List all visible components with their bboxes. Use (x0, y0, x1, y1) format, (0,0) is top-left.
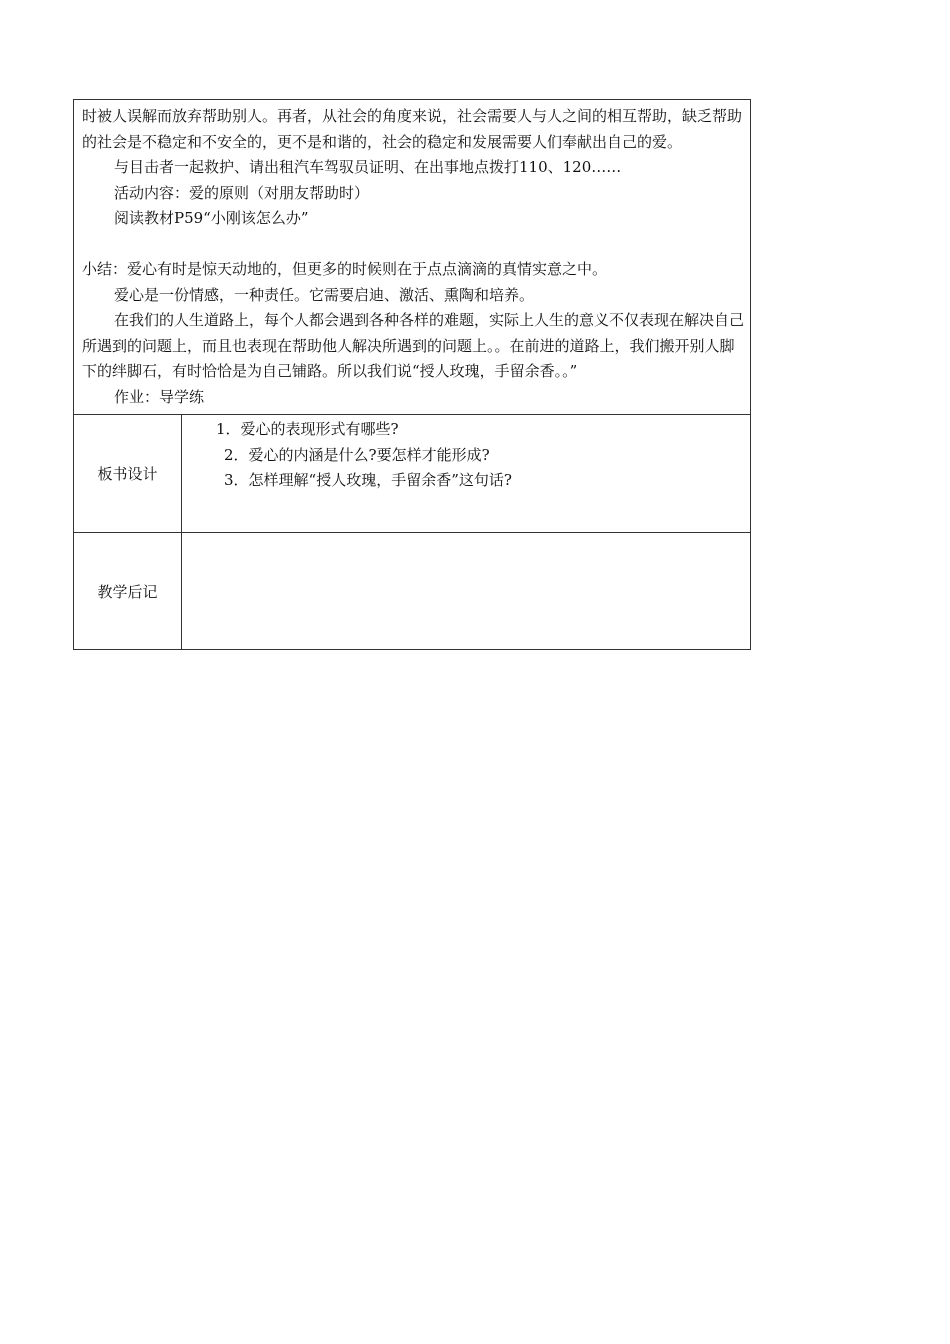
paragraph: 爱心是一份情感，一种责任。它需要启迪、激活、熏陶和培养。 (114, 285, 535, 304)
paragraph: 时被人误解而放弃帮助别人。再者，从社会的角度来说，社会需要人与人之间的相互帮助，缺乏帮助的社会是不稳定和不安全的，更不是和谐的，社会的稳定和发展需要人们奉献出自己的爱。 (82, 107, 743, 151)
paragraph: 与目击者一起救护、请出租汽车驾驭员证明、在出事地点拨打110、120…… (114, 158, 622, 176)
board-item: 2．爱心的内涵是什么?要怎样才能形成? (224, 445, 490, 464)
lesson-plan-table (73, 99, 751, 650)
lesson-content-cell (74, 100, 750, 415)
board-item: 3．怎样理解“授人玫瑰，手留余香”这句话? (224, 471, 512, 489)
teaching-notes-label: 教学后记 (74, 533, 182, 649)
blank-line (82, 232, 744, 258)
summary-paragraph: 小结：爱心有时是惊天动地的，但更多的时候则在于点点滴滴的真情实意之中。 (82, 260, 608, 278)
homework-paragraph: 作业：导学练 (114, 387, 205, 406)
teaching-notes-content (182, 533, 750, 649)
paragraph: 在我们的人生道路上，每个人都会遇到各种各样的难题，实际上人生的意义不仅表现在解决自己所遇到的问题上，而且也表现在帮助他人解决所遇到的问题上。。在前进的道路上，我们搬开别人脚下的绊脚石，有时恰恰是为自己铺路。所以我们说“授人玫瑰，手留余香。。” (82, 311, 745, 380)
board-design-content (182, 415, 750, 532)
teaching-notes-row (74, 533, 750, 649)
board-item: 1．爱心的表现形式有哪些? (216, 420, 399, 438)
board-design-label: 板书设计 (74, 415, 182, 532)
paragraph: 活动内容：爱的原则（对朋友帮助时） (114, 183, 370, 202)
board-design-row (74, 415, 750, 533)
paragraph: 阅读教材P59“小刚该怎么办” (114, 209, 309, 227)
